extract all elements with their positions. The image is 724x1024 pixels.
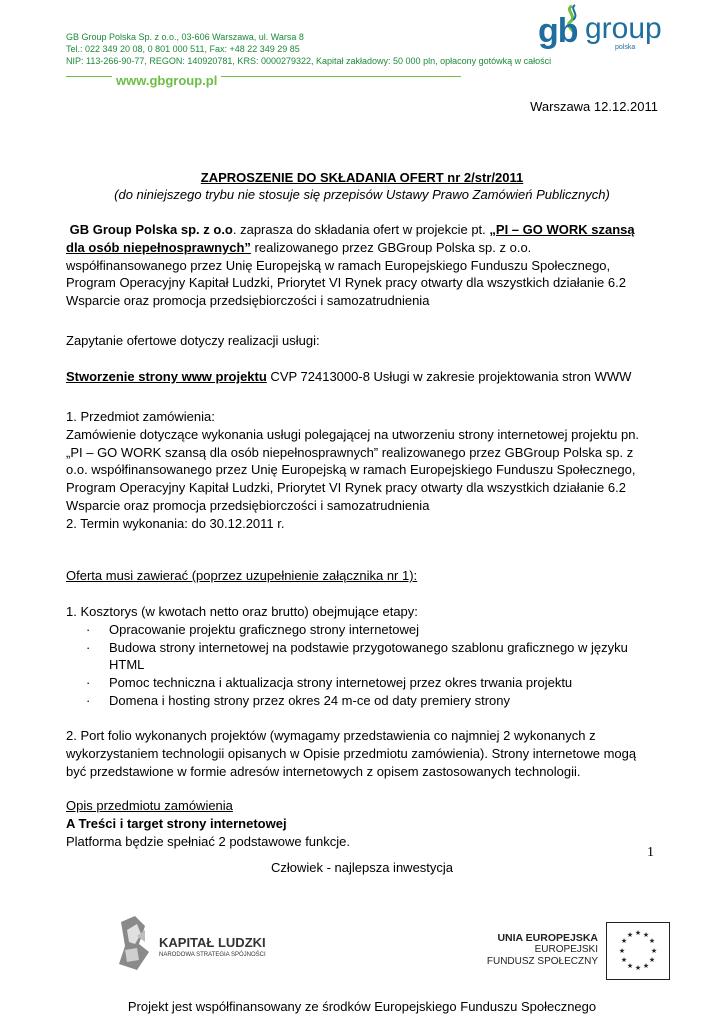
svg-text:★: ★ [634, 929, 642, 937]
service-cpv: CVP 72413000-8 Usługi w zakresie projektowania stron WWW [266, 369, 632, 384]
inquiry-line: Zapytanie ofertowe dotyczy realizacji usługi: [66, 333, 320, 348]
footer-motto: Człowiek - najlepsza inwestycja [270, 860, 454, 875]
eu-line2: EUROPEJSKI [534, 944, 598, 955]
document-date: Warszawa 12.12.2011 [530, 99, 658, 114]
bullet-icon: · [86, 675, 91, 691]
subject-line: o.o. współfinansowanego przez Unię Europejską w ramach Europejskiego Funduszu Społecznego, [66, 462, 636, 478]
cost-heading: 1. Kosztorys (w kwotach netto oraz brutto) obejmujące etapy: [66, 604, 418, 619]
company-phone: Tel.: 022 349 20 08, 0 801 000 511, Fax: +48 22 349 29 85 [66, 44, 300, 55]
eu-text [487, 932, 598, 968]
list-item-text: Opracowanie projektu graficznego strony internetowej [109, 621, 420, 637]
list-item [66, 692, 666, 710]
logo-polska: polska [615, 44, 636, 51]
kapital-ludzki-logo [115, 916, 285, 976]
portfolio-block [66, 727, 666, 780]
eu-logo [486, 922, 670, 982]
document-title: ZAPROSZENIE DO SKŁADANIA OFERT nr 2/str/2011 [200, 170, 524, 185]
section-heading: 1. Przedmiot zamówienia: [66, 409, 215, 424]
intro-line-5: Wsparcie oraz promocja przedsiębiorczości i samozatrudnienia [66, 293, 430, 309]
portfolio-line: 2. Port folio wykonanych projektów (wymagamy przedstawienia co najmniej 2 wykonanych z [66, 728, 596, 743]
svg-text:★: ★ [642, 962, 650, 970]
eu-flag-icon [606, 922, 670, 980]
subject-line: „PI – GO WORK szansą dla osób niepełnosprawnych” realizowanego przez GBGroup Polska sp. z [66, 444, 634, 460]
offer-heading-block [66, 567, 666, 585]
section-subject [66, 408, 666, 533]
list-item-text: Domena i hosting strony przez okres 24 m-ce od daty premiery strony [109, 692, 511, 708]
eu-stars-icon [607, 923, 669, 979]
company-address: GB Group Polska Sp. z o.o., 03-606 Warszawa, ul. Warsa 8 [66, 32, 304, 42]
eu-line1: UNIA EUROPEJSKA [497, 932, 598, 944]
bullet-icon: · [86, 692, 91, 708]
cost-estimate-block [66, 603, 666, 710]
description-block [66, 797, 666, 850]
portfolio-line: wykorzystaniem technologii opisanych w Opisie przedmiotu zamówienia). Strony internetowe mogą [66, 745, 637, 761]
description-subheading: A Treści i target strony internetowej [66, 815, 287, 831]
company-registry: NIP: 113-266-90-77, REGON: 140920781, KRS: 0000279322, Kapitał zakładowy: 50 000 pln, opłacony gotówką w całości [66, 56, 552, 67]
svg-text:★: ★ [642, 931, 650, 939]
subject-line: Program Operacyjny Kapitał Ludzki, Priorytet VI Rynek pracy otwarty dla wszystkich działanie 6.2 [66, 480, 626, 496]
intro-line-4: Program Operacyjny Kapitał Ludzki, Priorytet VI Rynek pracy otwarty dla wszystkich działanie 6.2 [66, 275, 626, 291]
company-website-link[interactable]: www.gbgroup.pl [112, 73, 221, 88]
service-line [66, 368, 666, 386]
list-item-text: Pomoc techniczna i aktualizacja strony internetowej przez okres trwania projektu [109, 675, 573, 691]
kl-title: KAPITAŁ LUDZKI [159, 935, 266, 950]
svg-text:★: ★ [648, 937, 656, 945]
list-item-text: Budowa strony internetowej na podstawie przygotowanego szablonu graficznego w języku [109, 639, 628, 655]
eu-line3: FUNDUSZ SPOŁECZNY [486, 956, 598, 967]
subject-line: Wsparcie oraz promocja przedsiębiorczości i samozatrudnienia [66, 497, 430, 513]
intro-text: . zaprasza do składania ofert w projekcie pt. [232, 222, 490, 237]
kapital-ludzki-emblem-icon [115, 916, 155, 974]
bullet-icon: · [86, 639, 91, 655]
list-item-continuation [66, 656, 666, 674]
logo-gb: gb [538, 12, 578, 50]
project-name-part1: „PI – GO WORK szansą [489, 222, 635, 237]
list-item [66, 674, 666, 692]
intro-paragraph [66, 221, 666, 310]
company-name: GB Group Polska sp. z o.o [69, 222, 233, 237]
svg-text:★: ★ [650, 947, 658, 955]
list-item-text: HTML [109, 657, 145, 673]
description-heading: Opis przedmiotu zamówienia [66, 798, 233, 813]
svg-text:★: ★ [618, 947, 626, 955]
service-name: Stworzenie strony www projektu [66, 369, 267, 384]
list-item [66, 621, 666, 639]
svg-text:★: ★ [648, 956, 656, 964]
portfolio-line: być przedstawione w formie adresów internetowych z opisem zastosowanych technologii. [66, 763, 581, 779]
description-text: Platforma będzie spełniać 2 podstawowe funkcje. [66, 833, 350, 849]
svg-text:★: ★ [626, 931, 634, 939]
document-subtitle: (do niniejszego trybu nie stosuje się przepisów Ustawy Prawo Zamówień Publicznych) [114, 187, 610, 202]
company-info [66, 31, 551, 68]
deadline-line: 2. Termin wykonania: do 30.12.2011 r. [66, 515, 285, 531]
gbgroup-logo [535, 4, 662, 56]
bullet-icon: · [86, 621, 91, 637]
inquiry-text [66, 332, 666, 350]
page-number: 1 [647, 845, 654, 860]
offer-heading: Oferta musi zawierać (poprzez uzupełnienie załącznika nr 1): [66, 568, 418, 583]
intro-line-3: współfinansowanego przez Unię Europejską w ramach Europejskiego Funduszu Społecznego, [66, 257, 611, 273]
intro-text-2: realizowanego przez GBGroup Polska sp. z o.o. [250, 239, 532, 255]
project-name-part2: dla osób niepełnosprawnych” [66, 239, 251, 255]
svg-text:★: ★ [620, 937, 628, 945]
footer-cofinanced: Projekt jest współfinansowany ze środków Europejskiego Funduszu Społecznego [127, 999, 597, 1014]
list-item [66, 639, 666, 657]
kl-subtitle: NARODOWA STRATEGIA SPÓJNOŚCI [159, 952, 266, 958]
svg-text:★: ★ [620, 956, 628, 964]
logo-group: group [585, 12, 662, 45]
subject-line: Zamówienie dotyczące wykonania usługi polegającej na utworzeniu strony internetowej projektu pn. [66, 426, 640, 442]
svg-text:★: ★ [626, 962, 634, 970]
svg-text:★: ★ [634, 964, 642, 972]
